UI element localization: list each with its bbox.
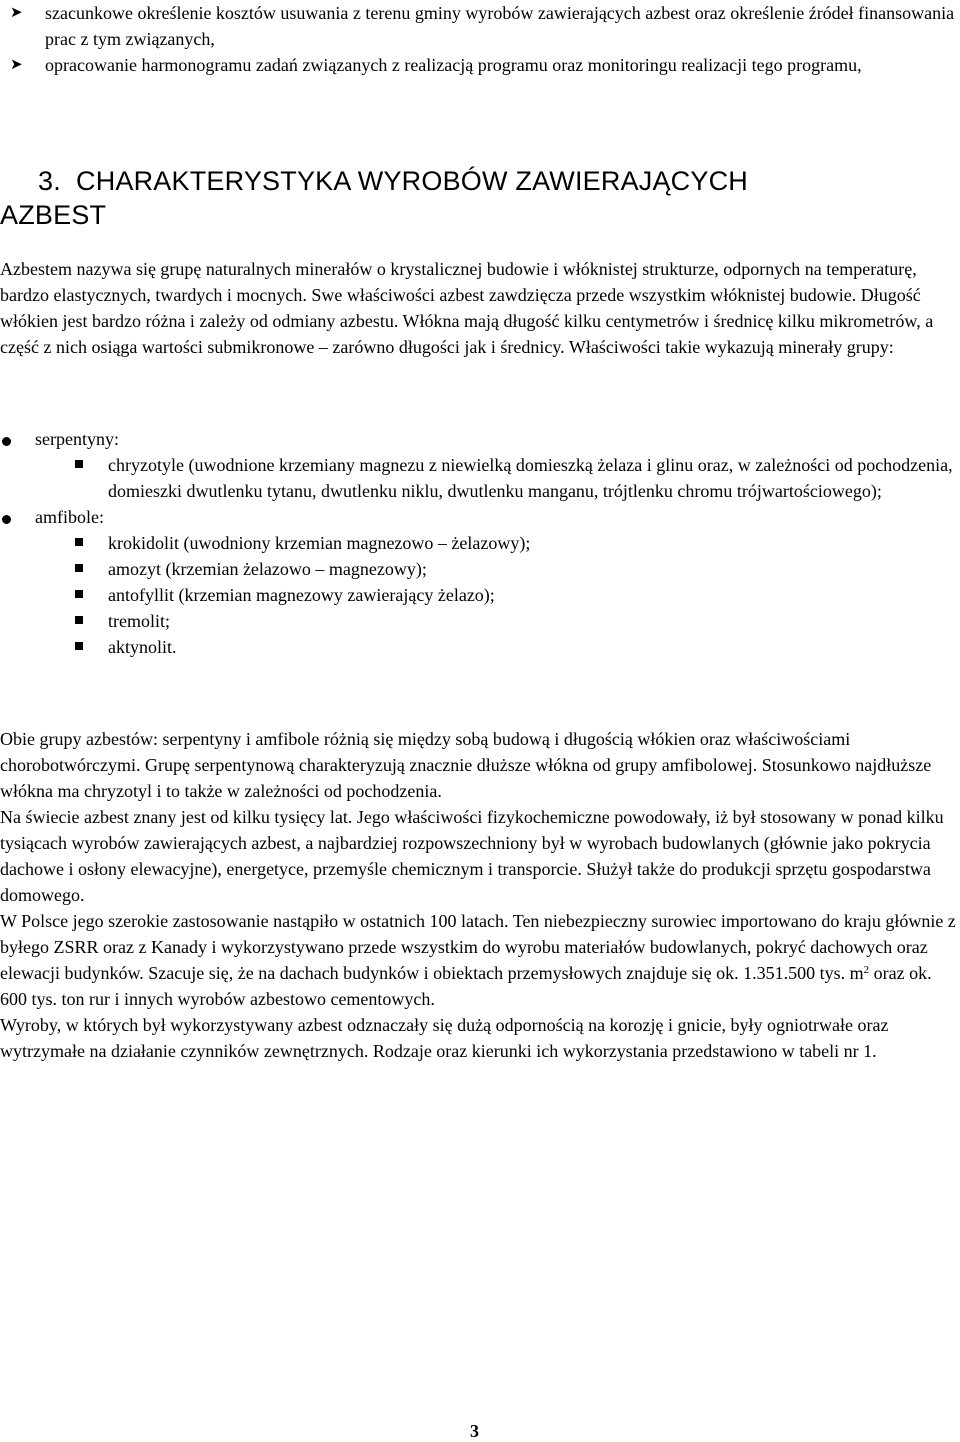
task-list bbox=[0, 0, 960, 78]
intro-paragraph-block bbox=[0, 256, 958, 360]
list-item bbox=[0, 0, 960, 52]
mineral-groups-list bbox=[0, 426, 958, 660]
mineral-item bbox=[0, 556, 958, 582]
round-bullet-icon bbox=[2, 515, 11, 524]
mineral-text: amozyt (krzemian żelazowo – magnezowy); bbox=[108, 559, 427, 579]
square-bullet-icon bbox=[75, 590, 83, 598]
square-bullet-icon bbox=[75, 616, 83, 624]
round-bullet-icon bbox=[2, 437, 11, 446]
group-item bbox=[0, 504, 958, 530]
group-name: serpentyny: bbox=[35, 429, 119, 449]
paragraph-text: W Polsce jego szerokie zastosowanie nastąpiło w ostatnich 100 latach. Ten niebezpieczny surowiec importowano do kraju głównie z byłego ZSRR oraz z Kanady i wykorzystywano przede wszystkim do wyrobu materiałów budowlanych, pokryć dachowych oraz elewacji budynków. Szacuje się, że na dachach budynków i obiektach przemysłowych znajduje się ok. 1.351.500 tys. m bbox=[0, 911, 956, 983]
arrow-bullet-icon: ➤ bbox=[10, 5, 23, 21]
paragraph: Obie grupy azbestów: serpentyny i amfibole różnią się między sobą budową i długością włókien oraz właściwościami chorobotwórczymi. Grupę serpentynową charakteryzują znacznie dłuższe włókna od grupy amfibolowej. Stosunkowo najdłuższe włókna ma chryzotyl i to także w zależności od pochodzenia. bbox=[0, 729, 932, 801]
mineral-text: tremolit; bbox=[108, 611, 170, 631]
list-item-text: szacunkowe określenie kosztów usuwania z terenu gminy wyrobów zawierających azbest oraz określenie źródeł finansowania prac z tym związanych, bbox=[45, 3, 955, 49]
list-item bbox=[0, 52, 960, 78]
superscript: 2 bbox=[863, 964, 870, 976]
section-title-line-2: AZBEST bbox=[0, 200, 107, 230]
mineral-text: chryzotyle (uwodnione krzemiany magnezu z niewielką domieszką żelaza i glinu oraz, w zależności od pochodzenia, domieszki dwutlenku tytanu, dwutlenku niklu, dwutlenku manganu, trójtlenku chromu trójwartościowego); bbox=[108, 455, 953, 501]
paragraph-text: oraz ok. 600 tys. ton rur i innych wyrobów azbestowo cementowych. bbox=[0, 963, 932, 1009]
mineral-text: aktynolit. bbox=[108, 637, 177, 657]
section-heading bbox=[0, 164, 938, 232]
intro-paragraph: Azbestem nazywa się grupę naturalnych minerałów o krystalicznej budowie i włóknistej strukturze, odpornych na temperaturę, bardzo elastycznych, twardych i mocnych. Swe właściwości azbest zawdzięcza przede wszystkim włóknistej budowie. Długość włókien jest bardzo różna i zależy od odmiany azbestu. Włókna mają długość kilku centymetrów i średnicę kilku mikrometrów, a część z nich osiąga wartości submikronowe – zarówno długości jak i średnicy. Właściwości takie wykazują minerały grupy: bbox=[0, 259, 934, 357]
section-number: 3. bbox=[38, 166, 61, 196]
mineral-item bbox=[0, 608, 958, 634]
arrow-bullet-icon: ➤ bbox=[10, 57, 23, 73]
group-name: amfibole: bbox=[35, 507, 104, 527]
mineral-text: antofyllit (krzemian magnezowy zawierający żelazo); bbox=[108, 585, 495, 605]
mineral-item bbox=[0, 582, 958, 608]
mineral-item bbox=[0, 530, 958, 556]
square-bullet-icon bbox=[75, 460, 83, 468]
mineral-item bbox=[0, 452, 958, 504]
mineral-item bbox=[0, 634, 958, 660]
page-number: 3 bbox=[470, 1421, 479, 1441]
section-title-line-1: CHARAKTERYSTYKA WYROBÓW ZAWIERAJĄCYCH bbox=[76, 166, 748, 196]
group-item bbox=[0, 426, 958, 452]
body-paragraphs bbox=[0, 726, 958, 1064]
paragraph bbox=[0, 908, 958, 1012]
paragraph: Wyroby, w których był wykorzystywany azbest odznaczały się dużą odpornością na korozję i gnicie, były ogniotrwałe oraz wytrzymałe na działanie czynników zewnętrznych. Rodzaje oraz kierunki ich wykorzystania przedstawiono w tabeli nr 1. bbox=[0, 1015, 889, 1061]
paragraph: Na świecie azbest znany jest od kilku tysięcy lat. Jego właściwości fizykochemiczne powodowały, iż był stosowany w ponad kilku tysiącach wyrobów zawierających azbest, a najbardziej rozpowszechniony był w wyrobach budowlanych (głównie jako pokrycia dachowe i osłony elewacyjne), energetyce, przemyśle chemicznym i transporcie. Służył także do produkcji sprzętu gospodarstwa domowego. bbox=[0, 807, 944, 905]
square-bullet-icon bbox=[75, 642, 83, 650]
mineral-text: krokidolit (uwodniony krzemian magnezowo – żelazowy); bbox=[108, 533, 531, 553]
list-item-text: opracowanie harmonogramu zadań związanych z realizacją programu oraz monitoringu realizacji tego programu, bbox=[45, 55, 862, 75]
square-bullet-icon bbox=[75, 564, 83, 572]
square-bullet-icon bbox=[75, 538, 83, 546]
